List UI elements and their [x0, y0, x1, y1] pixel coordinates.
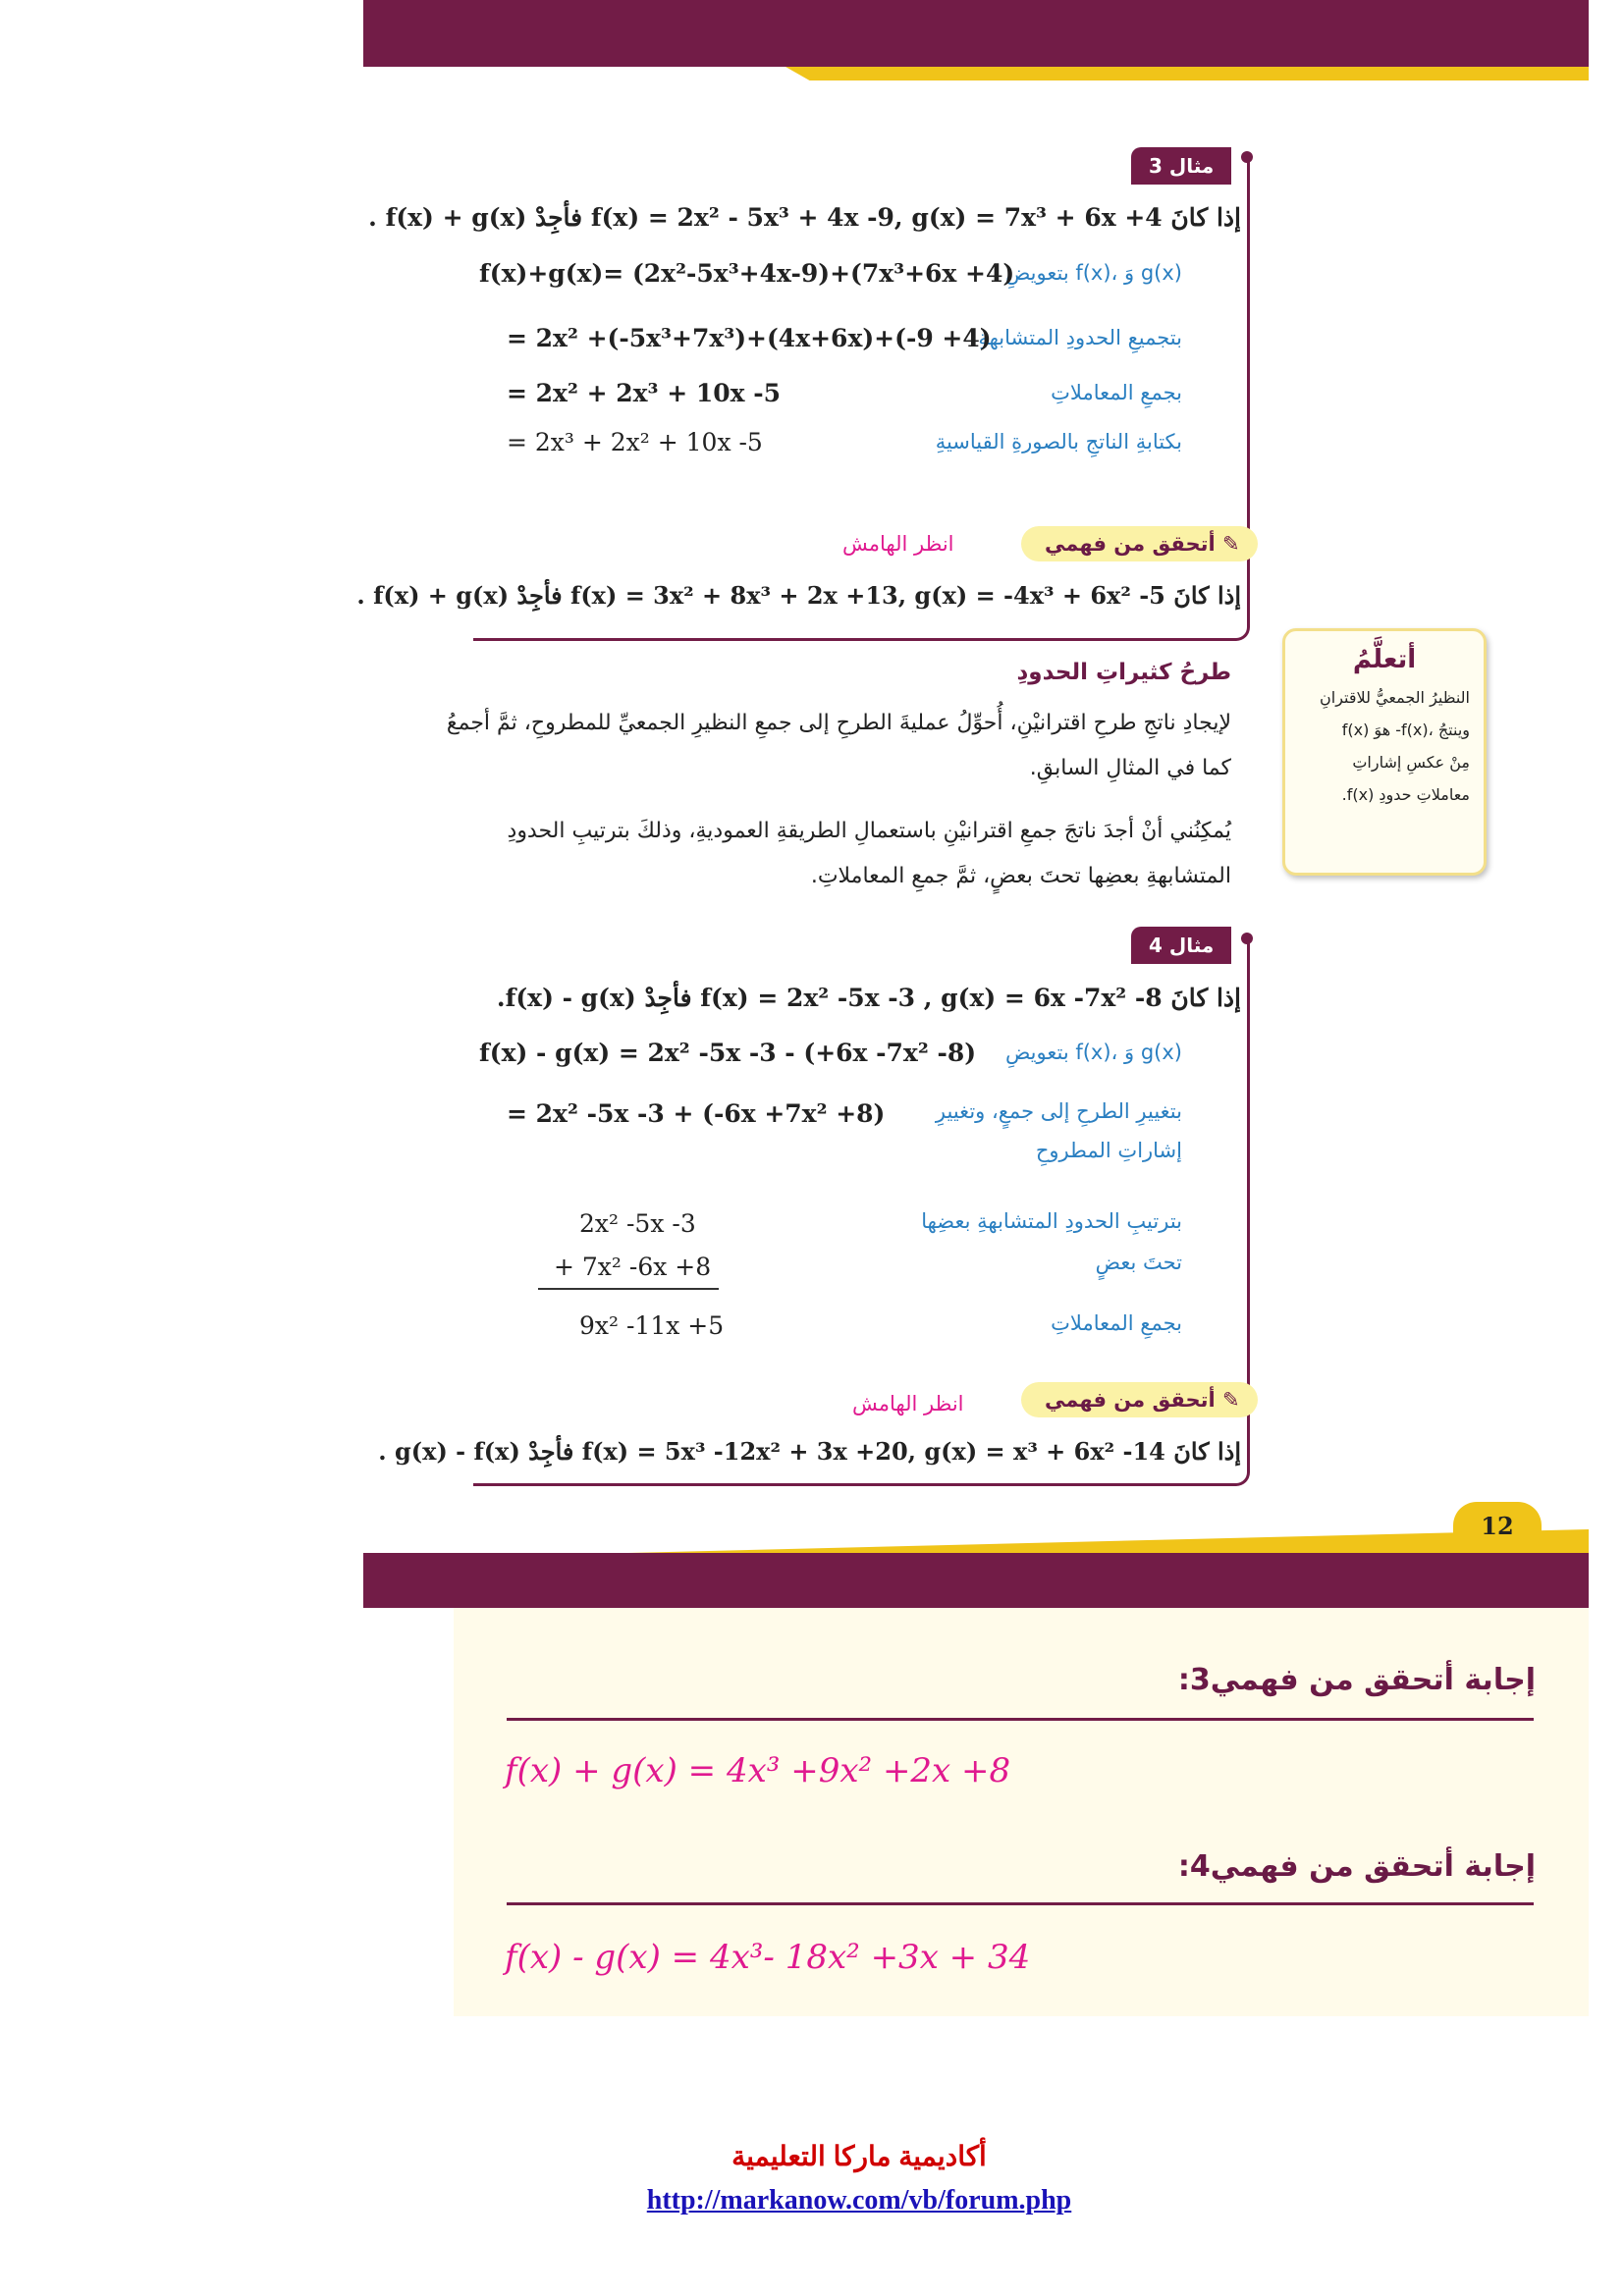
example3-check-question: إذا كانَ f(x) = 3x² + 8x³ + 2x +13, g(x) = -4x³ + 6x² -5 فأجِدْ f(x) + g(x) .	[356, 581, 1241, 610]
example4-vertical-rule	[538, 1288, 719, 1290]
example4-step2-label-line1: بتغييرِ الطرحِ إلى جمعٍ، وتغييرِ	[935, 1099, 1182, 1123]
bottom-accent-stripe	[628, 1529, 1589, 1553]
example3-hint: انظر الهامش	[842, 532, 954, 556]
example4-vertical-line2: + 7x² -6x +8	[554, 1253, 712, 1281]
example3-step4-label: بكتابةِ الناتجِ بالصورةِ القياسيةِ	[935, 430, 1182, 454]
learn-line1: النظيرُ الجمعيُّ للاقترانِ	[1320, 688, 1470, 707]
example4-step3-label-line2: تحتَ بعضٍ	[1095, 1251, 1182, 1274]
example4-step3-label-line1: بترتيبِ الحدودِ المتشابهةِ بعضِها	[921, 1209, 1182, 1233]
example3-step1-expr: f(x)+g(x)= (2x²-5x³+4x-9)+(7x³+6x +4)	[479, 259, 1015, 288]
answer3-title: إجابة أتحقق من فهمي3:	[1177, 1663, 1536, 1697]
pencil-icon: ✎	[1222, 532, 1240, 556]
example4-check-badge: ✎ أتحقق من فهمي	[1021, 1382, 1258, 1417]
top-band	[363, 0, 1589, 67]
learn-line3: مِنْ عكسِ إشاراتِ	[1352, 753, 1470, 772]
example3-question: إذا كانَ f(x) = 2x² - 5x³ + 4x -9, g(x) = 7x³ + 6x +4 فأجِدْ f(x) + g(x) .	[368, 203, 1241, 232]
example4-vertical-result: 9x² -11x +5	[579, 1311, 725, 1340]
example3-step2-label: بتجميعِ الحدودِ المتشابهةِ	[978, 326, 1182, 349]
example3-step3-expr: = 2x² + 2x³ + 10x -5	[507, 379, 782, 407]
answer3-rule	[507, 1718, 1534, 1721]
footer-academy: أكاديمية ماركا التعليمية	[731, 2141, 987, 2171]
pencil-icon: ✎	[1222, 1388, 1240, 1412]
learn-box	[1282, 628, 1487, 876]
example4-check-question: إذا كانَ f(x) = 5x³ -12x² + 3x +20, g(x) = x³ + 6x² -14 فأجِدْ g(x) - f(x) .	[378, 1437, 1241, 1466]
answer4-equation: f(x) - g(x) = 4x³- 18x² +3x + 34	[505, 1938, 1031, 1977]
example4-hint: انظر الهامش	[852, 1392, 964, 1415]
answer4-rule	[507, 1902, 1534, 1905]
learn-title: أتعلَّمُ	[1352, 645, 1417, 674]
subtraction-heading: طرحُ كثيراتِ الحدودِ	[1016, 660, 1231, 685]
example4-question: إذا كانَ f(x) = 2x² -5x -3 , g(x) = 6x -7x² -8 فأجِدْ f(x) - g(x).	[496, 984, 1241, 1012]
example3-dot	[1241, 151, 1253, 163]
example3-step3-label: بجمعِ المعاملاتِ	[1051, 381, 1182, 404]
footer-url-link[interactable]: http://markanow.com/vb/forum.php	[646, 2185, 1072, 2216]
learn-line4: معاملاتِ حدودِ f(x).	[1341, 785, 1470, 804]
example3-check-badge: ✎ أتحقق من فهمي	[1021, 526, 1258, 561]
example4-step1-label: بتعويضِ f(x)، وَ g(x)	[1004, 1041, 1182, 1064]
bottom-band	[363, 1553, 1589, 1608]
page-number: 12	[1481, 1512, 1514, 1540]
answer3-equation: f(x) + g(x) = 4x³ +9x² +2x +8	[505, 1751, 1011, 1790]
example3-step2-expr: = 2x² +(-5x³+7x³)+(4x+6x)+(-9 +4)	[507, 324, 992, 352]
example4-dot	[1241, 933, 1253, 944]
subtraction-para1-line2: كما في المثالِ السابقِ.	[1029, 756, 1231, 780]
example4-tab: مثال 4	[1131, 927, 1231, 964]
example3-tab: مثال 3	[1131, 147, 1231, 185]
example4-step2-expr: = 2x² -5x -3 + (-6x +7x² +8)	[507, 1099, 886, 1128]
example4-step4-label: بجمعِ المعاملاتِ	[1051, 1311, 1182, 1335]
example4-step2-label-line2: إشاراتِ المطروحِ	[1035, 1139, 1182, 1162]
answer4-title: إجابة أتحقق من فهمي4:	[1177, 1849, 1536, 1884]
subtraction-para1-line1: لإيجادِ ناتجِ طرحِ اقترانيْنِ، أُحوِّلُ عمليةَ الطرحِ إلى جمعِ النظيرِ الجمعيِّ للمطروحِ، ثمَّ أجمعُ	[446, 711, 1231, 735]
example3-step4-expr: = 2x³ + 2x² + 10x -5	[507, 428, 763, 456]
learn-line2: f(x) هوَ -f(x)، وينتجُ	[1341, 721, 1470, 739]
top-accent-stripe	[785, 67, 1589, 80]
example3-step1-label: بتعويضِ f(x)، وَ g(x)	[1004, 261, 1182, 285]
subtraction-para2-line1: يُمكِنُني أنْ أجدَ ناتجَ جمعِ اقترانيْنِ باستعمالِ الطريقةِ العموديةِ، وذلكَ بترتيبِ الحدودِ	[507, 819, 1231, 843]
example4-vertical-line1: 2x² -5x -3	[579, 1209, 696, 1238]
example4-step1-expr: f(x) - g(x) = 2x² -5x -3 - (+6x -7x² -8)	[479, 1039, 977, 1067]
subtraction-para2-line2: المتشابهةِ بعضِها تحتَ بعضٍ، ثمَّ جمعِ المعاملاتِ.	[810, 864, 1231, 888]
